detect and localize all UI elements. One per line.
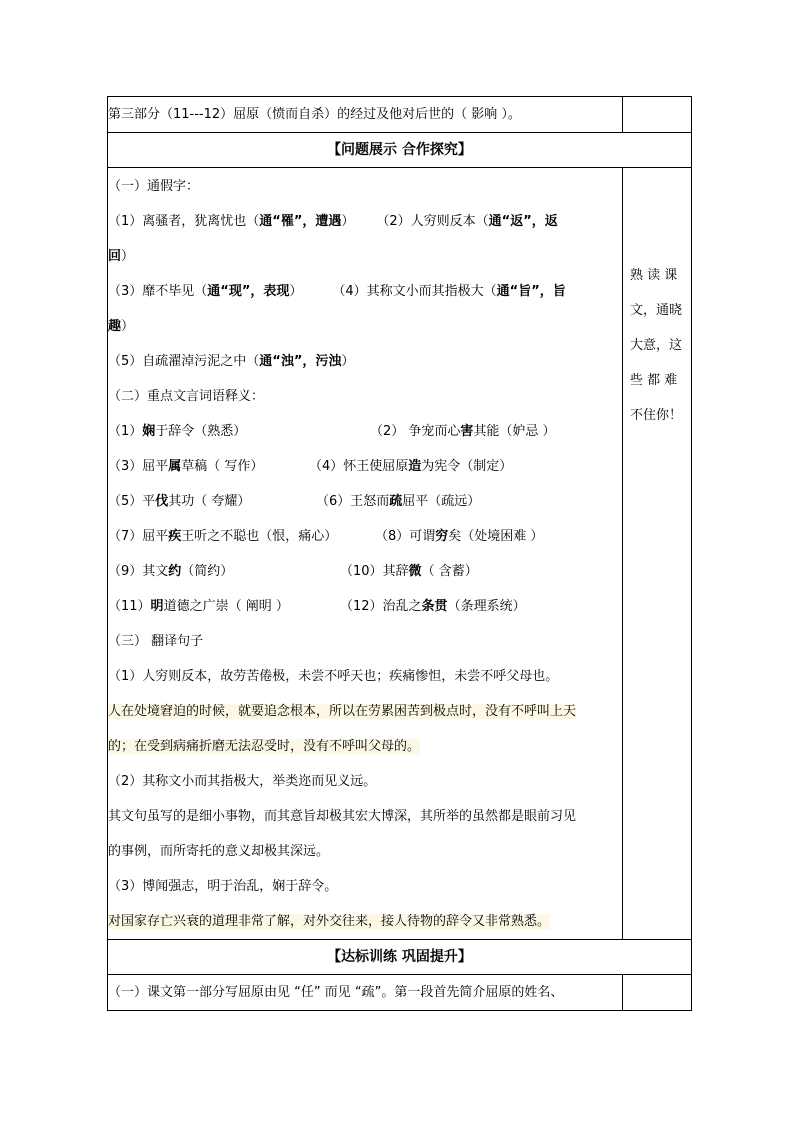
tjz-4-pre: （4）其称文小而其指极大（: [332, 284, 497, 299]
row-section1-title: [108, 133, 692, 168]
lesson-table: [107, 96, 692, 1011]
cy-10-post: （ 含蓄）: [421, 564, 478, 579]
part3-cell: [108, 97, 623, 133]
side-note-line-1: 熟 读 课: [630, 268, 678, 283]
tjz-2-post: ）: [121, 249, 135, 264]
tjz-2-answer: 通“返”，返: [488, 214, 558, 229]
part3-text: 第三部分（11---12）屈原（愤而自杀）的经过及他对后世的（ 影响 ）。: [108, 107, 521, 122]
row-last: [108, 975, 692, 1011]
tongjiazi-item-1-2: [108, 204, 622, 239]
fanyi-translation-2a: 其文句虽写的是细小事物，而其意旨却极其宏大博深，其所举的虽然都是眼前习见: [108, 809, 577, 824]
cy-1-pre: （1）: [108, 424, 143, 439]
tjz-5-post: ）: [341, 354, 355, 369]
cy-11-pre: （11）: [108, 599, 151, 614]
cy-11-word: 明: [150, 599, 164, 614]
cy-10-pre: （10）其辞: [340, 564, 409, 579]
cy-9-word: 约: [168, 564, 182, 579]
cy-9-pre: （9）其文: [108, 564, 169, 579]
cy-3-word: 属: [168, 459, 182, 474]
tongjiazi-item-5: [108, 344, 622, 379]
cy-6-post: 屈平（疏远）: [402, 494, 481, 509]
cy-12-post: （条理系统）: [447, 599, 526, 614]
cy-3-pre: （3）屈平: [108, 459, 169, 474]
tjz-1-post: ）: [341, 214, 355, 229]
translation-1b-text: 的；在受到病痛折磨无法忍受时，没有不呼叫父母的。: [108, 739, 421, 754]
tjz-4-answer: 通“旨”，旨: [496, 284, 566, 299]
cy-4-pre: （4）怀王使屈原: [309, 459, 409, 474]
cy-2-pre: （2） 争宠而心: [370, 424, 461, 439]
tjz-3-post: ）: [289, 284, 303, 299]
ciyu-row-1-2: [108, 414, 622, 449]
tjz-2-pre: （2）人穷则反本（: [376, 214, 489, 229]
cy-8-post: 矣（处境困难 ）: [448, 529, 544, 544]
tjz-4-post: ）: [121, 319, 135, 334]
tongjiazi-item-2-cont: [108, 239, 622, 274]
section-title-practice: 【达标训练 巩固提升】: [108, 940, 692, 975]
side-note-line-4: 些 都 难: [630, 373, 678, 388]
side-note-line-5: 不住你！: [630, 408, 683, 423]
cy-12-pre: （12）治乱之: [340, 599, 422, 614]
tjz-3-answer: 通“现”，表现: [207, 284, 290, 299]
ciyu-row-11-12: [108, 589, 622, 624]
fanyi-translation-3: [108, 904, 622, 939]
cy-10-word: 微: [408, 564, 422, 579]
fanyi-sentence-1: （1）人穷则反本，故劳苦倦极，未尝不呼天也；疾痛惨怛，未尝不呼父母也。: [108, 669, 559, 684]
cy-7-word: 疾: [168, 529, 182, 544]
tongjiazi-item-4-cont: [108, 309, 622, 344]
cy-1-word: 娴: [142, 424, 156, 439]
ciyu-row-9-10: [108, 554, 622, 589]
side-note-cell: [623, 168, 692, 940]
section-title-explore: 【问题展示 合作探究】: [108, 133, 692, 168]
row-part3: [108, 97, 692, 133]
cy-7-pre: （7）屈平: [108, 529, 169, 544]
row-content: [108, 168, 692, 940]
fanyi-sentence-2: （2）其称文小而其指极大，举类迩而见义远。: [108, 774, 377, 789]
tongjiazi-heading: （一）通假字：: [108, 179, 200, 194]
last-text: （一）课文第一部分写屈原由见 “任” 而见 “疏”。第一段首先简介屈原的姓名、: [108, 985, 564, 1000]
cy-1-post: 于辞令（熟悉）: [155, 424, 247, 439]
cy-5-word: 伐: [155, 494, 169, 509]
fanyi-translation-1a: [108, 694, 622, 729]
tjz-4-answer-cont: 趣: [108, 319, 122, 334]
cy-6-pre: （6）王怒而: [316, 494, 390, 509]
cy-8-pre: （8）可谓: [375, 529, 436, 544]
ciyu-heading: （二）重点文言词语释义：: [108, 389, 265, 404]
cy-2-post: 其能（妒忌 ）: [473, 424, 556, 439]
cy-11-post: 道德之广崇（ 阐明 ）: [163, 599, 289, 614]
cy-4-post: 为宪令（制定）: [421, 459, 513, 474]
cy-9-post: （简约）: [181, 564, 234, 579]
tongjiazi-item-3-4: [108, 274, 622, 309]
side-note-line-2: 文，通晓: [630, 303, 683, 318]
side-note-line-3: 大意，这: [630, 338, 683, 353]
fanyi-translation-2b: 的事例，而所寄托的意义却极其深远。: [108, 844, 330, 859]
cy-2-word: 害: [460, 424, 474, 439]
cy-5-post: 其功（ 夸耀）: [168, 494, 251, 509]
content-cell: [108, 168, 623, 940]
last-cell: [108, 975, 623, 1011]
cy-4-word: 造: [408, 459, 422, 474]
tjz-2-answer-cont: 回: [108, 249, 122, 264]
part3-side-cell: [623, 97, 692, 133]
tjz-1-answer: 通“罹”，遭遇: [259, 214, 342, 229]
cy-6-word: 疏: [389, 494, 403, 509]
tjz-1-pre: （1）离骚者，犹离忧也（: [108, 214, 260, 229]
cy-12-word: 条贯: [421, 599, 448, 614]
cy-5-pre: （5）平: [108, 494, 156, 509]
cy-3-post: 草稿（ 写作）: [181, 459, 264, 474]
ciyu-row-5-6: [108, 484, 622, 519]
last-side-cell: [623, 975, 692, 1011]
cy-7-post: 王听之不聪也（恨，痛心）: [181, 529, 338, 544]
side-note: [623, 258, 691, 433]
row-section2-title: [108, 940, 692, 975]
cy-8-word: 穷: [435, 529, 449, 544]
ciyu-row-3-4: [108, 449, 622, 484]
translation-1a-text: 人在处境窘迫的时候，就要追念根本，所以在劳累困苦到极点时，没有不呼叫上天: [108, 704, 577, 719]
tjz-5-pre: （5）自疏濯淖污泥之中（: [108, 354, 260, 369]
fanyi-translation-1b: [108, 729, 622, 764]
tjz-5-answer: 通“浊”，污浊: [259, 354, 342, 369]
ciyu-row-7-8: [108, 519, 622, 554]
translation-3-text: 对国家存亡兴衰的道理非常了解，对外交往来，接人待物的辞令又非常熟悉。: [108, 914, 551, 929]
fanyi-heading: （三） 翻译句子: [108, 634, 204, 649]
fanyi-sentence-3: （3）博闻强志，明于治乱，娴于辞令。: [108, 879, 338, 894]
tjz-3-pre: （3）靡不毕见（: [108, 284, 208, 299]
